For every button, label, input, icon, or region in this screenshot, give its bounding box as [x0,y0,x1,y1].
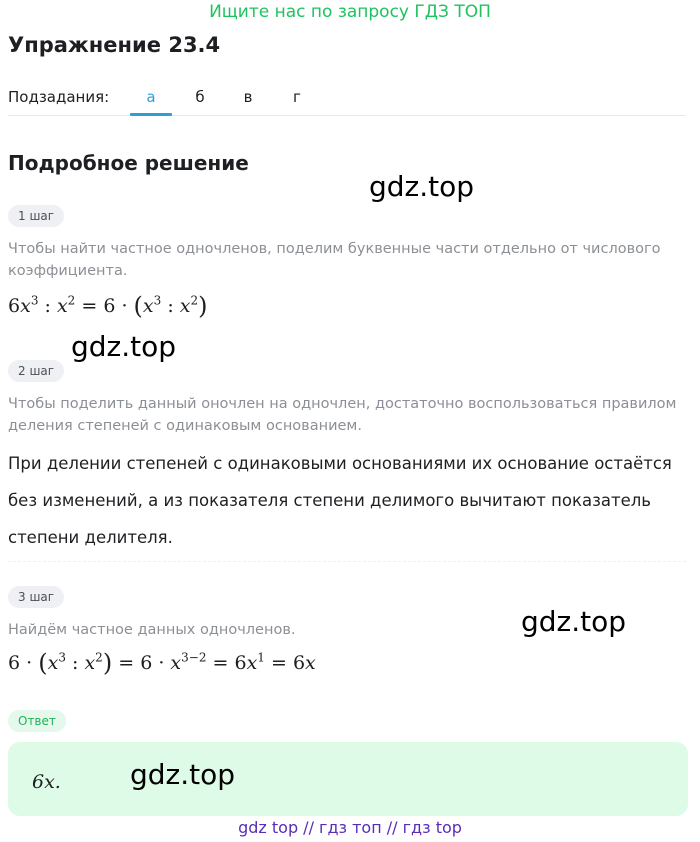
tab-a[interactable]: а [146,88,156,106]
answer-badge: Ответ [8,710,66,732]
divider [8,561,686,562]
answer-value: 6x. [32,771,61,793]
step-2-text: Чтобы поделить данный оночлен на одночлен, достаточно воспользоваться правилом деления степеней с одинаковым основанием. [8,396,677,434]
step-2-rule: При делении степеней с одинаковыми основаниями их основание остаётся без изменений, а из показателя степени делимого вычитают показатель степени делителя. [8,454,672,547]
watermark: gdz.top [71,330,177,363]
top-banner[interactable]: Ищите нас по запросу ГДЗ ТОП [209,2,491,22]
tab-v[interactable]: в [243,88,253,106]
solution-title: Подробное решение [8,151,249,175]
page-title: Упражнение 23.4 [8,33,221,57]
tab-g[interactable]: г [293,88,301,106]
tabs-divider [8,115,686,116]
step-1-formula: $6x^3$ : $x^2 = 6 \cdot (x^3$ : $x^2$) [8,292,208,320]
answer-box [8,742,688,816]
step-1-badge: 1 шаг [8,205,64,227]
step-3-formula: $6 \cdot (x^3$ : $x^2) = 6 \cdot x^{3-2} = 6x^1 = 6x$ [8,649,316,677]
step-3-badge: 3 шаг [8,586,64,608]
watermark: gdz.top [369,170,475,203]
tab-b[interactable]: б [195,88,205,106]
watermark: gdz.top [130,758,236,791]
subtasks-label: Подзадания: [8,88,110,106]
watermark: gdz.top [521,605,627,638]
step-1-text: Чтобы найти частное одночленов, поделим буквенные части отдельно от числового коэффициента. [8,241,661,279]
footer-links[interactable]: gdz top // гдз топ // гдз top [238,818,462,837]
step-3-text: Найдём частное данных одночленов. [8,622,296,638]
step-2-badge: 2 шаг [8,360,64,382]
active-tab-indicator [130,113,172,116]
